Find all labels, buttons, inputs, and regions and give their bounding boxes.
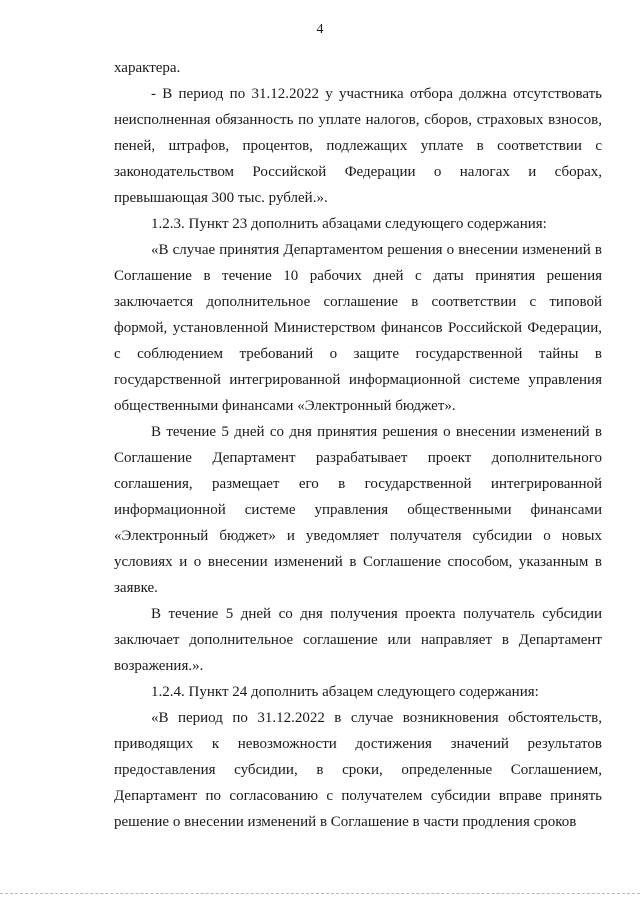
- paragraph-circumstances: «В период по 31.12.2022 в случае возникновения обстоятельств, приводящих к невозможности достижения значений результатов предоставления субсидии, в сроки, определенные Соглашением, Департамент по согласованию с получателем субсидии вправе принять решение о внесении изменений в Соглашение в части продления сроков: [114, 710, 602, 830]
- paragraph-five-days-recipient: В течение 5 дней со дня получения проекта получатель субсидии заключает дополнительное соглашение или направляет в Департамент возражения.».: [114, 606, 602, 674]
- paragraph-tax-obligation: - В период по 31.12.2022 у участника отбора должна отсутствовать неисполненная обязанность по уплате налогов, сборов, страховых взносов, пеней, штрафов, процентов, подлежащих уплате в соответствии с законодательством Российской Федерации о налогах и сборах, превышающая 300 тыс. рублей.».: [114, 86, 602, 206]
- page-number: 4: [316, 22, 324, 37]
- paragraph-character: характера.: [114, 60, 181, 76]
- document-body: [114, 55, 602, 835]
- page-bottom-rule: [0, 893, 640, 894]
- paragraph-clause-1-2-4: 1.2.4. Пункт 24 дополнить абзацем следующего содержания:: [151, 684, 539, 700]
- paragraph-agreement-changes: «В случае принятия Департаментом решения о внесении изменений в Соглашение в течение 10 рабочих дней с даты принятия решения заключается дополнительное соглашение в соответствии с типовой формой, установленной Министерством финансов Российской Федерации, с соблюдением требований о защите государственной тайны в государственной интегрированной информационной системе управления общественными финансами «Электронный бюджет».: [114, 242, 602, 414]
- paragraph-five-days-department: В течение 5 дней со дня принятия решения о внесении изменений в Соглашение Департамент разрабатывает проект дополнительного соглашения, размещает его в государственной интегрированной информационной системе управления общественными финансами «Электронный бюджет» и уведомляет получателя субсидии о новых условиях и о внесении изменений в Соглашение способом, указанным в заявке.: [114, 424, 602, 596]
- paragraph-clause-1-2-3: 1.2.3. Пункт 23 дополнить абзацами следующего содержания:: [151, 216, 547, 232]
